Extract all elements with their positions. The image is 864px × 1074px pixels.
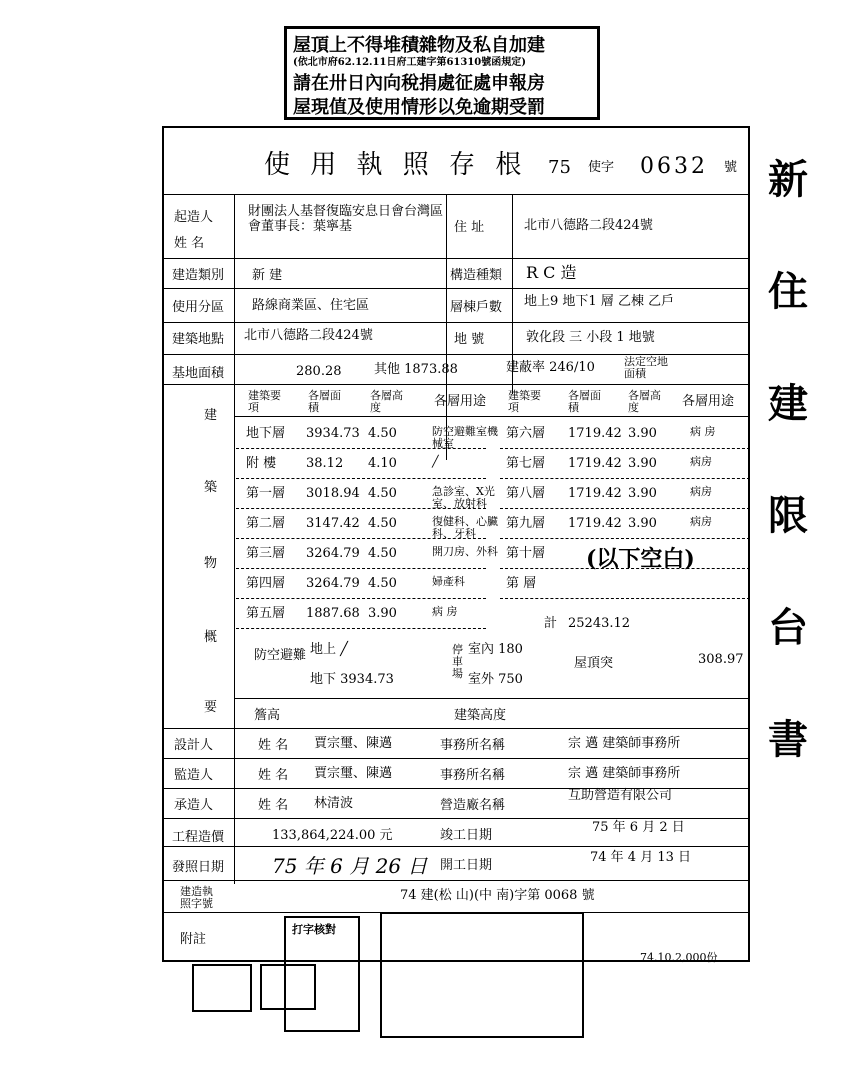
value-site-area: 280.28 [296, 364, 342, 379]
label-issue-date: 發照日期 [172, 860, 225, 875]
rule [164, 880, 748, 881]
label-start: 開工日期 [440, 858, 493, 873]
label-building-height: 建築高度 [454, 708, 507, 723]
rule [236, 478, 486, 479]
col-use-2: 各層用途 [682, 394, 735, 409]
label-build-permit: 建造執照字號 [180, 885, 213, 910]
rule [164, 258, 748, 259]
floor-area: 3264.79 [306, 546, 360, 561]
floor-name: 附 樓 [246, 456, 277, 471]
floor-use: 病房 [690, 485, 712, 498]
floor-height: 3.90 [628, 456, 657, 471]
edge-char: 新 [768, 156, 808, 203]
permit-type: 使字 [588, 160, 615, 175]
floor-area: 3934.73 [306, 426, 360, 441]
rule [236, 568, 486, 569]
label-floors: 層棟戶數 [450, 300, 503, 315]
floor-area: 1719.42 [568, 516, 622, 531]
label-name: 姓 名 [174, 236, 205, 251]
value-builder: 財團法人基督復臨安息日會台灣區會董事長：葉寧基 [248, 204, 444, 234]
label-structure: 構造種類 [450, 268, 503, 283]
label-build-type: 建造類別 [172, 268, 225, 283]
floor-use: 病房 [690, 515, 712, 528]
floor-name: 第一層 [246, 486, 286, 501]
label-lot: 地 號 [454, 332, 485, 347]
notice-box [284, 26, 600, 120]
label-eaves: 簷高 [254, 708, 281, 723]
rule [236, 598, 486, 599]
value-office-1: 宗 邁 建築師事務所 [568, 736, 681, 751]
label-cost: 工程造價 [172, 830, 225, 845]
floor-area: 1719.42 [568, 486, 622, 501]
floor-area: 1719.42 [568, 456, 622, 471]
value-roof: 308.97 [698, 652, 744, 667]
label-completion: 竣工日期 [440, 828, 493, 843]
form-title: 使 用 執 照 存 根 [264, 150, 528, 180]
rule [500, 538, 750, 539]
floor-height: 4.50 [368, 546, 397, 561]
label-builder: 起造人 [174, 210, 214, 225]
stamp-label: 打字核對 [292, 923, 336, 936]
value-total: 25243.12 [568, 616, 631, 631]
value-build-permit: 74 建(松 山)(中 南)字第 0068 號 [400, 888, 595, 903]
floor-use: 防空避難室機械室 [432, 425, 498, 450]
value-build-type: 新 建 [252, 268, 283, 283]
label-building-3: 物 [204, 556, 218, 571]
value-firm: 互助營造有限公司 [568, 788, 673, 803]
floor-use: 開刀房、外科 [432, 545, 498, 558]
value-other: 其他 1873.88 [374, 362, 458, 377]
floor-use: 病 房 [432, 605, 458, 618]
notice-line-2: (依北市府62.12.11日府工建字第61310號函規定) [293, 57, 526, 68]
floor-area: 38.12 [306, 456, 344, 471]
col-use: 各層用途 [434, 394, 487, 409]
value-shelter-down: 地下 3934.73 [310, 672, 394, 687]
floor-name: 第十層 [506, 546, 546, 561]
value-lot: 敦化段 三 小段 1 地號 [526, 330, 655, 345]
label-name-designer: 姓 名 [258, 738, 289, 753]
floor-area: 1887.68 [306, 606, 360, 621]
floor-use: ╱ [432, 455, 439, 468]
label-site-area: 基地面積 [172, 366, 225, 381]
floor-use: 病 房 [690, 425, 716, 438]
permit-number: 0632 [640, 154, 708, 179]
approval-stamp [380, 912, 584, 1038]
floor-use: 婦產科 [432, 575, 465, 588]
floor-height: 3.90 [368, 606, 397, 621]
floor-height: 3.90 [628, 516, 657, 531]
rule [500, 598, 750, 599]
label-parking: 停車場 [452, 643, 463, 680]
floor-area: 3147.42 [306, 516, 360, 531]
value-zone: 路線商業區、住宅區 [252, 298, 370, 313]
handwritten-blank-note: (以下空白) [586, 546, 695, 572]
value-site: 北市八德路二段424號 [244, 328, 373, 343]
typing-check-stamp [284, 916, 360, 1032]
permit-suffix: 號 [724, 160, 738, 175]
col-height-2: 各層高度 [628, 389, 661, 414]
label-legal-open: 法定空地面積 [624, 355, 668, 380]
value-completion: 75 年 6 月 2 日 [592, 820, 685, 835]
rule [164, 384, 748, 385]
value-designer: 賈宗璽、陳邁 [314, 736, 393, 751]
rule [500, 448, 750, 449]
edge-char: 書 [768, 716, 808, 763]
notice-line-1: 屋頂上不得堆積雜物及私自加建 [293, 35, 545, 56]
value-issue-date: 75 年 6 月 26 日 [272, 854, 428, 878]
floor-height: 4.50 [368, 486, 397, 501]
rule [234, 416, 748, 417]
rule [164, 758, 748, 759]
floor-use: 復健科、心臟科、牙科 [432, 515, 498, 540]
label-name-supervisor: 姓 名 [258, 768, 289, 783]
floor-area: 3264.79 [306, 576, 360, 591]
value-office-2: 宗 邁 建築師事務所 [568, 766, 681, 781]
value-parking-out: 室外 750 [468, 672, 523, 687]
rule [164, 818, 748, 819]
value-contractor: 林清波 [314, 796, 354, 811]
floor-use: 急診室、X光室、放射科 [432, 485, 495, 510]
value-address: 北市八德路二段424號 [524, 218, 653, 233]
value-coverage: 建蔽率 246/10 [506, 360, 595, 375]
rule [164, 194, 748, 195]
label-contractor: 承造人 [174, 798, 214, 813]
col-area-2: 各層面積 [568, 389, 601, 414]
value-parking-in: 室內 180 [468, 642, 523, 657]
floor-name: 第 層 [506, 576, 537, 591]
floor-use: 病房 [690, 455, 712, 468]
floor-area: 1719.42 [568, 426, 622, 441]
rule [164, 846, 748, 847]
value-cost: 133,864,224.00 元 [272, 828, 393, 843]
floor-name: 第五層 [246, 606, 286, 621]
seal-stamp [192, 964, 252, 1012]
value-start: 74 年 4 月 13 日 [590, 850, 692, 865]
col-floor: 建築要項 [248, 389, 281, 414]
floor-name: 第七層 [506, 456, 546, 471]
divider [446, 194, 447, 460]
floor-height: 3.90 [628, 426, 657, 441]
col-floor-2: 建築要項 [508, 389, 541, 414]
rule [164, 728, 748, 729]
divider [234, 194, 235, 884]
col-height: 各層高度 [370, 389, 403, 414]
label-firm: 營造廠名稱 [440, 798, 506, 813]
rule [234, 698, 748, 699]
floor-height: 3.90 [628, 486, 657, 501]
label-roof: 屋頂突 [574, 656, 614, 671]
label-use-zone: 使用分區 [172, 300, 225, 315]
rule [164, 288, 748, 289]
label-total: 計 [544, 616, 558, 631]
value-structure: R C 造 [526, 263, 577, 282]
floor-name: 第二層 [246, 516, 286, 531]
value-shelter-up: 地上 ╱ [310, 642, 348, 657]
rule [236, 448, 486, 449]
label-building-2: 築 [204, 480, 218, 495]
floor-height: 4.50 [368, 576, 397, 591]
rule [500, 508, 750, 509]
label-office-2: 事務所名稱 [440, 768, 506, 783]
rule [236, 538, 486, 539]
label-remarks: 附註 [180, 932, 207, 947]
label-designer: 設計人 [174, 738, 214, 753]
rule [236, 508, 486, 509]
floor-name: 地下層 [246, 426, 286, 441]
value-floors: 地上9 地下1 層 乙棟 乙戶 [524, 294, 675, 309]
print-note: 74.10.2,000份 [640, 951, 718, 964]
permit-year: 75 [548, 157, 571, 178]
floor-height: 4.50 [368, 516, 397, 531]
label-address: 住 址 [454, 220, 485, 235]
floor-name: 第四層 [246, 576, 286, 591]
label-building-1: 建 [204, 408, 218, 423]
edge-char: 建 [768, 380, 808, 427]
label-office-1: 事務所名稱 [440, 738, 506, 753]
col-area: 各層面積 [308, 389, 341, 414]
floor-name: 第六層 [506, 426, 546, 441]
edge-char: 台 [768, 604, 808, 651]
label-supervisor: 監造人 [174, 768, 214, 783]
label-building-5: 要 [204, 700, 218, 715]
rule [236, 628, 486, 629]
floor-name: 第八層 [506, 486, 546, 501]
floor-height: 4.50 [368, 426, 397, 441]
permit-form [162, 126, 750, 962]
rule [500, 478, 750, 479]
notice-line-3: 請在卅日內向稅捐處征處申報房 [293, 73, 545, 94]
floor-name: 第三層 [246, 546, 286, 561]
floor-area: 3018.94 [306, 486, 360, 501]
label-shelter: 防空避難 [254, 648, 307, 663]
floor-name: 第九層 [506, 516, 546, 531]
label-name-contractor: 姓 名 [258, 798, 289, 813]
rule [164, 322, 748, 323]
label-building-4: 概 [204, 630, 218, 645]
value-supervisor: 賈宗璽、陳邁 [314, 766, 393, 781]
edge-char: 限 [768, 492, 808, 539]
floor-height: 4.10 [368, 456, 397, 471]
notice-line-4: 屋現值及使用情形以免逾期受罰 [293, 97, 545, 118]
edge-char: 住 [768, 268, 808, 315]
label-site: 建築地點 [172, 332, 225, 347]
